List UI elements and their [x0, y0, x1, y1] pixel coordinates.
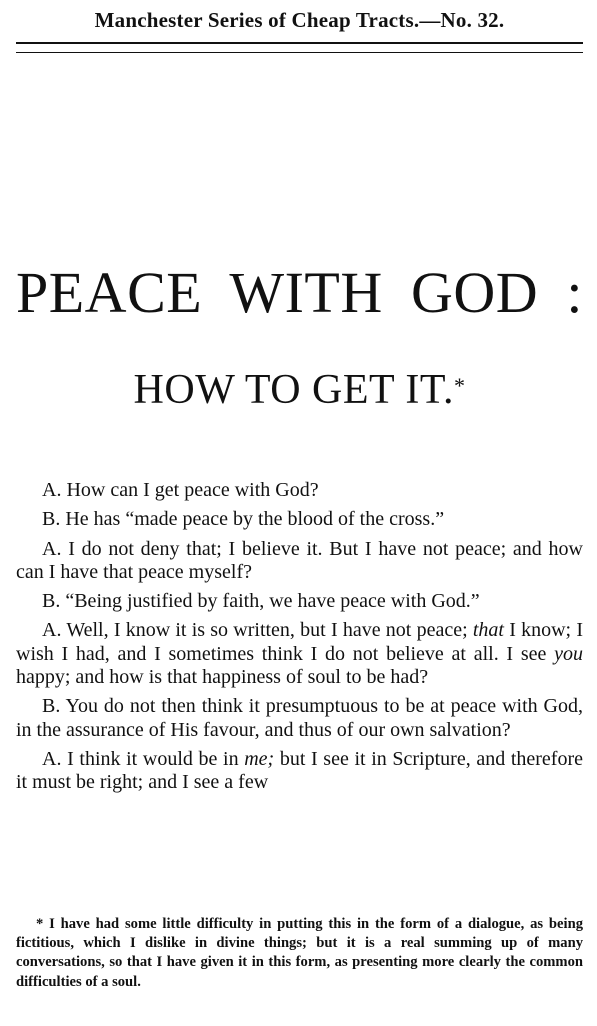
header-rule-thin: [16, 52, 583, 53]
dialogue-text: but I see it in Scripture, and therefore it must be right; and I see a few: [16, 747, 584, 794]
header-rule-thick: [16, 42, 583, 44]
dialogue-text: happy; and how is that happiness of soul to be had?: [16, 666, 429, 689]
dialogue-line: [16, 695, 583, 742]
speaker-label: A.: [42, 479, 62, 501]
emphasis: you: [554, 642, 583, 665]
tract-subtitle: [16, 364, 583, 416]
emphasis: me;: [244, 747, 275, 770]
dialogue-text: Well, I know it is so written, but I have not peace;: [66, 619, 473, 642]
dialogue-text: I know; I wish I had, and I sometimes think I do not believe at all. I see: [16, 619, 583, 665]
dialogue-text: You do not then think it presumptuous to be at peace with God, in the assurance of His favour, and thus of our own salvation?: [16, 695, 584, 741]
speaker-label: A.: [42, 747, 62, 770]
dialogue-line: [16, 590, 583, 613]
footnote-mark: *: [453, 373, 466, 398]
dialogue-line: [16, 619, 583, 689]
dialogue-line: [16, 479, 583, 502]
dialogue-line: [16, 508, 583, 531]
dialogue-text: How can I get peace with God?: [66, 479, 319, 501]
dialogue-line: [16, 748, 583, 795]
tract-title: PEACE WITH GOD :: [16, 260, 583, 325]
speaker-label: B.: [42, 590, 61, 613]
speaker-label: A.: [42, 537, 62, 560]
speaker-label: A.: [42, 619, 62, 642]
dialogue-text: I do not deny that; I believe it. But I have not peace; and how can I have that peace myself?: [16, 537, 583, 583]
dialogue-text: He has “made peace by the blood of the cross.”: [65, 508, 445, 531]
speaker-label: B.: [42, 695, 61, 718]
footnote: * I have had some little difficulty in putting this in the form of a dialogue, as being fictitious, which I dislike in divine things; but it is a real summing up of many conversations, so that I have given it in this form, as presenting more clearly the common difficulties of a soul.: [16, 916, 583, 990]
subtitle-text: HOW TO GET IT.: [133, 367, 454, 413]
running-head: Manchester Series of Cheap Tracts.—No. 32.: [94, 8, 505, 32]
speaker-label: B.: [42, 508, 61, 531]
dialogue-text: I think it would be in: [67, 747, 245, 770]
emphasis: that: [472, 619, 504, 642]
dialogue-line: [16, 538, 583, 585]
dialogue-text: “Being justified by faith, we have peace with God.”: [65, 590, 480, 613]
dialogue: [16, 479, 583, 801]
